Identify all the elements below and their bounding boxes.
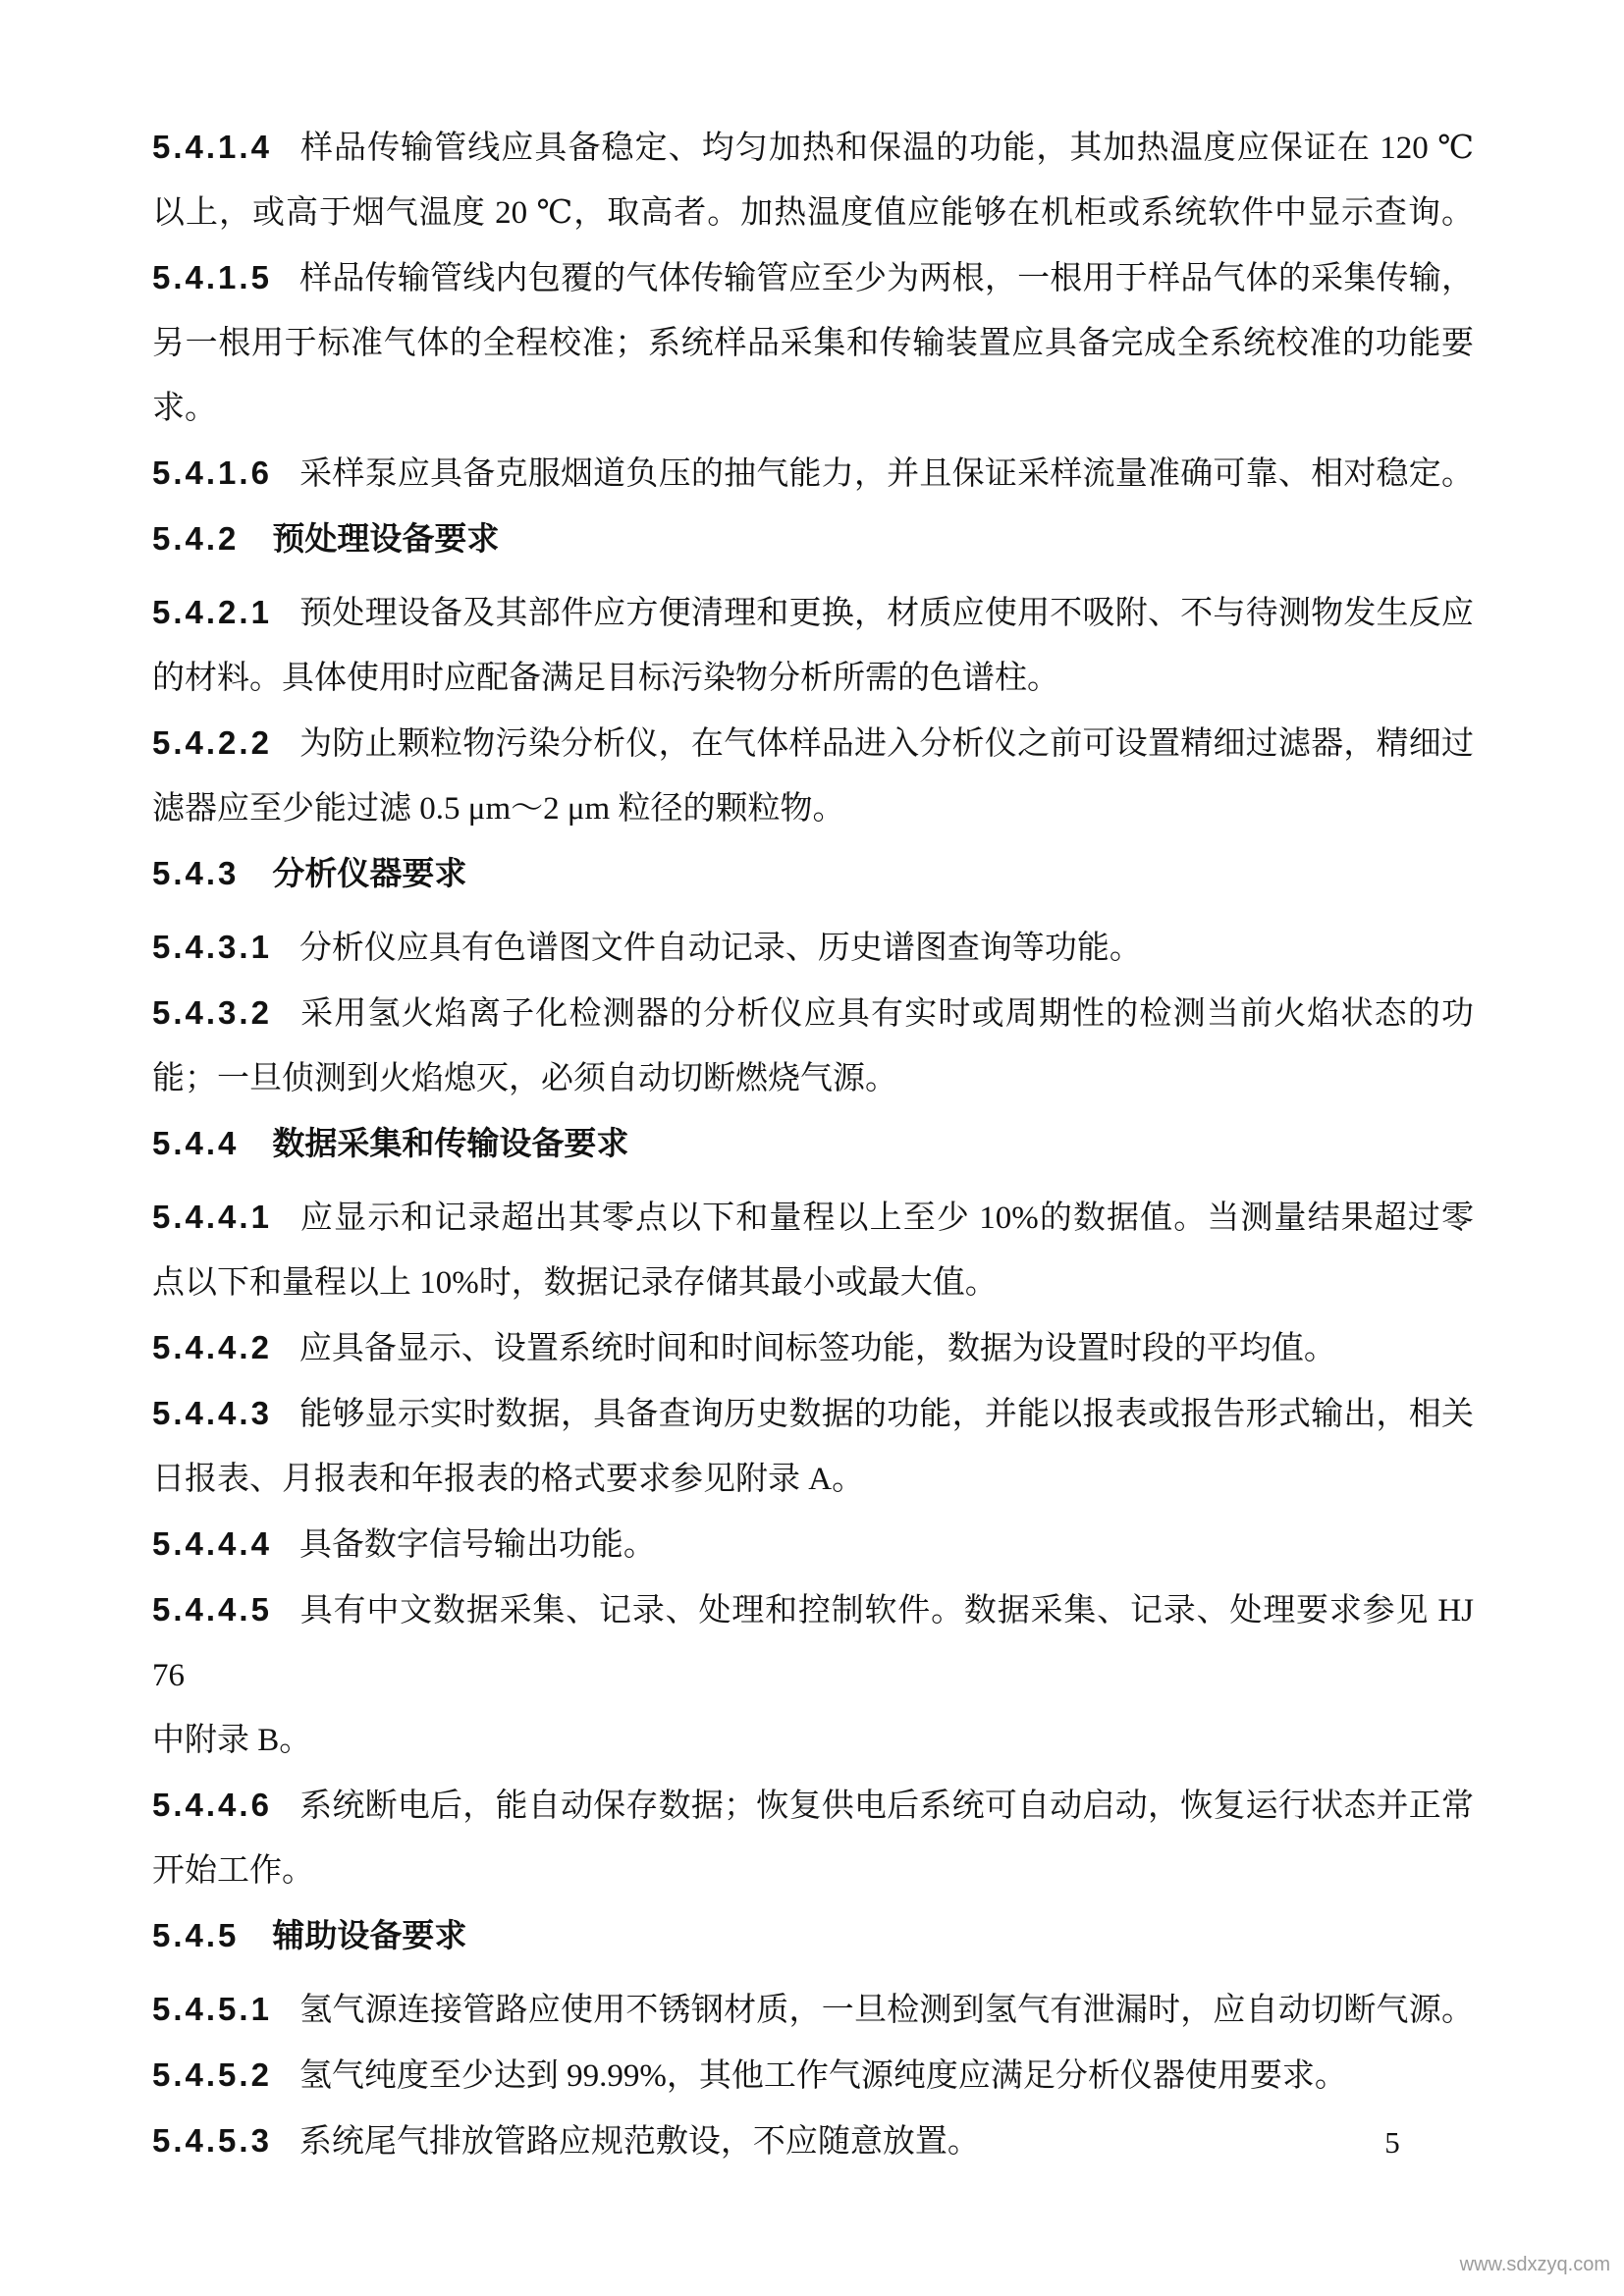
- clause-text: 采用氢火焰离子化检测器的分析仪应具有实时或周期性的检测当前火焰状态的功: [298, 996, 1474, 1032]
- clause-number: 5.4.5.3: [152, 2122, 272, 2159]
- section-heading-5-4-2: [152, 507, 1474, 571]
- heading-number: 5.4.4: [152, 1125, 240, 1161]
- document-body: [152, 115, 1474, 2174]
- clause-number: 5.4.1.6: [152, 454, 272, 491]
- clause-number: 5.4.3.2: [152, 994, 272, 1031]
- clause-number: 5.4.3.1: [152, 929, 272, 965]
- section-heading-5-4-4: [152, 1111, 1474, 1176]
- clause-5-4-3-1: [152, 915, 1474, 981]
- clause-5-4-4-1: [152, 1185, 1474, 1315]
- clause-text: 应显示和记录超出其零点以下和量程以上至少 10%的数据值。当测量结果超过零: [298, 1201, 1474, 1236]
- clause-first-line: [152, 2109, 1474, 2174]
- heading-title: 数据采集和传输设备要求: [272, 1125, 629, 1161]
- clause-5-4-1-6: [152, 441, 1474, 507]
- clause-number: 5.4.5.1: [152, 1991, 272, 2027]
- heading-line: [152, 841, 1474, 906]
- clause-text: 预处理设备及其部件应方便清理和更换，材质应使用不吸附、不与待测物发生反应: [298, 596, 1474, 631]
- clause-5-4-4-6: [152, 1773, 1474, 1903]
- clause-number: 5.4.4.6: [152, 1787, 272, 1823]
- clause-line: 能；一旦侦测到火焰熄灭，必须自动切断燃烧气源。: [152, 1061, 897, 1096]
- clause-number: 5.4.4.1: [152, 1199, 272, 1235]
- clause-text: 氢气纯度至少达到 99.99%，其他工作气源纯度应满足分析仪器使用要求。: [298, 2058, 1347, 2094]
- clause-number: 5.4.2.2: [152, 724, 272, 761]
- clause-5-4-4-2: [152, 1315, 1474, 1381]
- clause-first-line: [152, 1315, 1474, 1381]
- clause-first-line: [152, 1773, 1474, 1839]
- section-heading-5-4-5: [152, 1903, 1474, 1968]
- clause-number: 5.4.2.1: [152, 594, 272, 630]
- clause-5-4-4-4: [152, 1512, 1474, 1577]
- clause-line: 求。: [152, 391, 217, 426]
- clause-first-line: [152, 580, 1474, 646]
- heading-line: [152, 507, 1474, 571]
- clause-first-line: [152, 711, 1474, 776]
- clause-text: 能够显示实时数据，具备查询历史数据的功能，并能以报表或报告形式输出，相关: [298, 1397, 1474, 1432]
- clause-5-4-2-2: [152, 711, 1474, 841]
- clause-5-4-5-1: [152, 1977, 1474, 2043]
- clause-text: 系统断电后，能自动保存数据；恢复供电后系统可自动启动，恢复运行状态并正常: [298, 1789, 1474, 1824]
- clause-first-line: [152, 2043, 1474, 2109]
- clause-5-4-5-3: [152, 2109, 1474, 2174]
- clause-line: 另一根用于标准气体的全程校准；系统样品采集和传输装置应具备完成全系统校准的功能要: [152, 326, 1474, 361]
- clause-5-4-1-4: [152, 115, 1474, 245]
- clause-number: 5.4.5.2: [152, 2056, 272, 2093]
- clause-text: 具有中文数据采集、记录、处理和控制软件。数据采集、记录、处理要求参见 HJ 76: [152, 1593, 1474, 1693]
- clause-line: 日报表、月报表和年报表的格式要求参见附录 A。: [152, 1462, 865, 1497]
- clause-text: 样品传输管线内包覆的气体传输管应至少为两根，一根用于样品气体的采集传输，: [298, 261, 1474, 296]
- clause-first-line: [152, 115, 1474, 181]
- clause-line: 中附录 B。: [152, 1723, 312, 1758]
- clause-text: 为防止颗粒物污染分析仪，在气体样品进入分析仪之前可设置精细过滤器，精细过: [298, 726, 1474, 762]
- clause-first-line: [152, 441, 1474, 507]
- clause-first-line: [152, 981, 1474, 1046]
- clause-5-4-3-2: [152, 981, 1474, 1111]
- clause-line: 的材料。具体使用时应配备满足目标污染物分析所需的色谱柱。: [152, 661, 1059, 696]
- clause-first-line: [152, 1977, 1474, 2043]
- clause-line: 滤器应至少能过滤 0.5 μm～2 μm 粒径的颗粒物。: [152, 791, 845, 827]
- heading-title: 预处理设备要求: [272, 520, 500, 557]
- watermark: www.sdxzyq.com: [1459, 2254, 1610, 2275]
- clause-5-4-1-5: [152, 245, 1474, 441]
- clause-first-line: [152, 1381, 1474, 1447]
- clause-number: 5.4.4.5: [152, 1591, 272, 1628]
- heading-title: 辅助设备要求: [272, 1917, 467, 1953]
- clause-5-4-4-3: [152, 1381, 1474, 1512]
- heading-line: [152, 1903, 1474, 1968]
- clause-5-4-4-5: [152, 1577, 1474, 1773]
- clause-text: 具备数字信号输出功能。: [298, 1527, 656, 1563]
- page-number: 5: [1384, 2125, 1400, 2160]
- clause-first-line: [152, 915, 1474, 981]
- heading-number: 5.4.2: [152, 520, 240, 557]
- clause-text: 系统尾气排放管路应规范敷设，不应随意放置。: [298, 2124, 980, 2160]
- clause-first-line: [152, 1577, 1474, 1708]
- clause-first-line: [152, 1185, 1474, 1251]
- heading-line: [152, 1111, 1474, 1176]
- clause-text: 分析仪应具有色谱图文件自动记录、历史谱图查询等功能。: [298, 931, 1142, 966]
- clause-text: 采样泵应具备克服烟道负压的抽气能力，并且保证采样流量准确可靠、相对稳定。: [298, 456, 1474, 492]
- clause-number: 5.4.4.3: [152, 1395, 272, 1431]
- clause-number: 5.4.4.4: [152, 1525, 272, 1562]
- clause-number: 5.4.1.5: [152, 259, 272, 295]
- heading-number: 5.4.5: [152, 1917, 240, 1953]
- clause-first-line: [152, 1512, 1474, 1577]
- heading-number: 5.4.3: [152, 855, 240, 891]
- clause-line: 开始工作。: [152, 1853, 314, 1889]
- section-heading-5-4-3: [152, 841, 1474, 906]
- clause-text: 样品传输管线应具备稳定、均匀加热和保温的功能，其加热温度应保证在 120 ℃: [298, 131, 1474, 166]
- clause-line: 点以下和量程以上 10%时，数据记录存储其最小或最大值。: [152, 1265, 998, 1301]
- clause-text: 应具备显示、设置系统时间和时间标签功能，数据为设置时段的平均值。: [298, 1331, 1336, 1366]
- clause-first-line: [152, 245, 1474, 311]
- clause-line: 以上，或高于烟气温度 20 ℃，取高者。加热温度值应能够在机柜或系统软件中显示查询。: [152, 195, 1474, 231]
- clause-5-4-5-2: [152, 2043, 1474, 2109]
- clause-number: 5.4.4.2: [152, 1329, 272, 1365]
- clause-5-4-2-1: [152, 580, 1474, 711]
- clause-text: 氢气源连接管路应使用不锈钢材质，一旦检测到氢气有泄漏时，应自动切断气源。: [298, 1993, 1474, 2028]
- heading-title: 分析仪器要求: [272, 855, 467, 891]
- clause-number: 5.4.1.4: [152, 129, 272, 165]
